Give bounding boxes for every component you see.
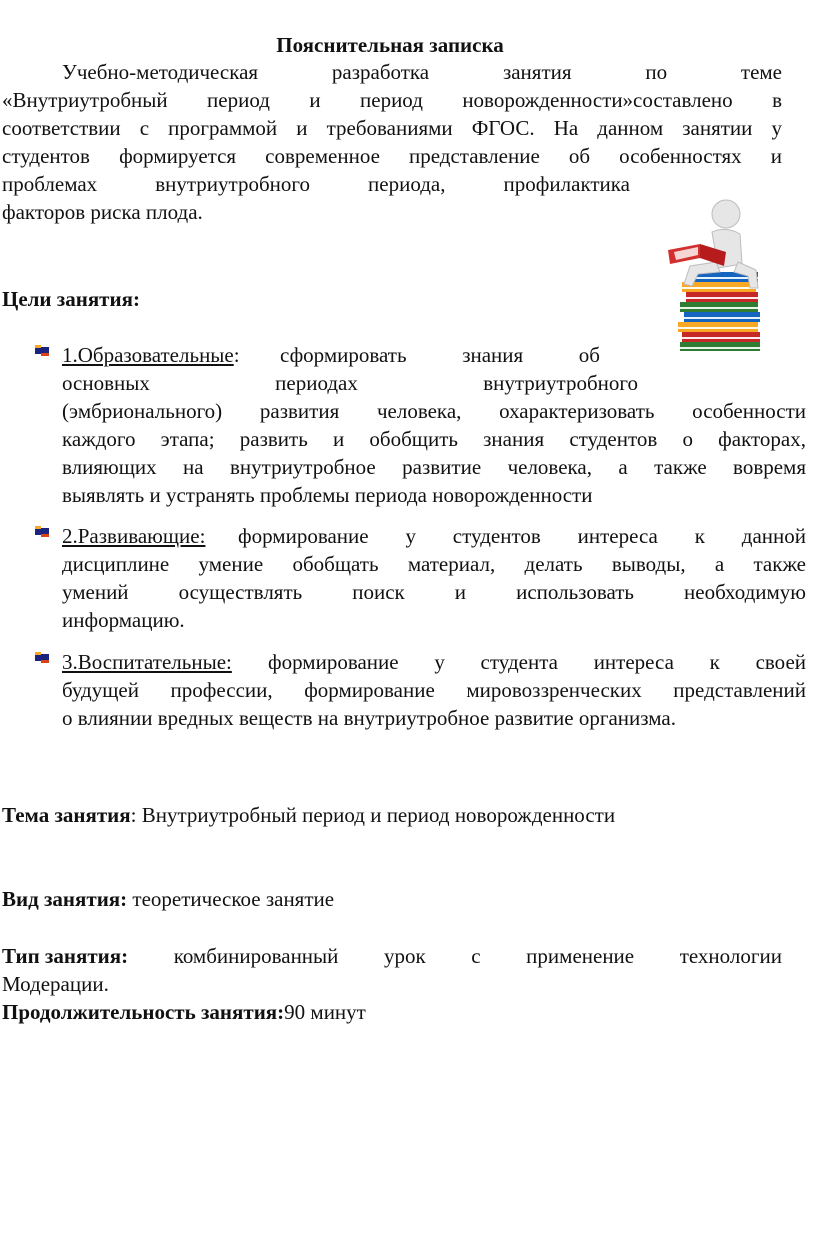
type-word-2: урок	[383, 944, 426, 968]
intro-line-2: «Внутриутробный период и период новорожденности»составлено в	[2, 88, 782, 112]
goal-1-line-6: выявлять и устранять проблемы периода новорожденности	[62, 483, 593, 507]
intro-line-6: факторов риска плода.	[2, 200, 203, 224]
intro-line-1: Учебно-методическая разработка занятия по теме	[62, 60, 782, 84]
type-word-4: применение	[526, 944, 635, 968]
type-word-1: комбинированный	[173, 944, 339, 968]
goal-2-line-1: формирование у студентов интереса к данной	[238, 524, 806, 548]
kind-line	[2, 885, 782, 913]
type-word-5: технологии	[679, 944, 782, 968]
arrow-bullet-icon	[33, 522, 51, 540]
duration-label: Продолжительность занятия:	[2, 1000, 285, 1024]
goal-3-label: 3.Воспитательные:	[62, 650, 232, 674]
intro-line-5: проблемах внутриутробного периода, профилактика	[2, 172, 630, 196]
topic-line	[2, 801, 782, 829]
goal-2-line-4: информацию.	[62, 608, 185, 632]
type-line-2: Модерации.	[2, 972, 109, 996]
goal-1-label: 1.Образовательные	[62, 343, 234, 367]
type-line-1	[2, 942, 782, 970]
type-label: Тип занятия:	[2, 944, 129, 968]
intro-line-4: студентов формируется современное представление об особенностях и	[2, 144, 782, 168]
arrow-bullet-icon	[33, 341, 51, 359]
document-title: Пояснительная записка	[276, 33, 504, 57]
kind-value: теоретическое занятие	[127, 887, 335, 911]
topic-value: : Внутриутробный период и период новорожденности	[130, 803, 616, 827]
goal-1-line-4: каждого этапа; развить и обобщить знания студентов о факторах,	[62, 427, 806, 451]
duration-value: 90 минут	[284, 1000, 366, 1024]
goal-1-line-2: основных периодах внутриутробного	[62, 371, 638, 395]
arrow-bullet-icon	[33, 648, 51, 666]
intro-line-3: соответствии с программой и требованиями ФГОС. На данном занятии у	[2, 116, 782, 140]
goal-3-line-3: о влиянии вредных веществ на внутриутробное развитие организма.	[62, 706, 676, 730]
goal-2-label: 2.Развивающие:	[62, 524, 206, 548]
topic-label: Тема занятия	[2, 803, 131, 827]
type-word-3: с	[471, 944, 481, 968]
goals-heading: Цели занятия:	[2, 287, 140, 311]
goal-2-line-3: умений осуществлять поиск и использовать необходимую	[62, 580, 806, 604]
goal-1-line-1-text: сформировать знания об	[280, 343, 600, 367]
goal-1-line-5: влияющих на внутриутробное развитие человека, а также вовремя	[62, 455, 806, 479]
goal-1-line-3: (эмбрионального) развития человека, охарактеризовать особенности	[62, 399, 806, 423]
duration-line	[2, 998, 782, 1026]
goal-3-line-1: формирование у студента интереса к своей	[268, 650, 806, 674]
kind-label: Вид занятия:	[2, 887, 128, 911]
goal-1-line-1: 1.Образовательные:	[62, 343, 240, 367]
goal-3-line-2: будущей профессии, формирование мировоззренческих представлений	[62, 678, 806, 702]
goal-2-line-2: дисциплине умение обобщать материал, делать выводы, а также	[62, 552, 806, 576]
